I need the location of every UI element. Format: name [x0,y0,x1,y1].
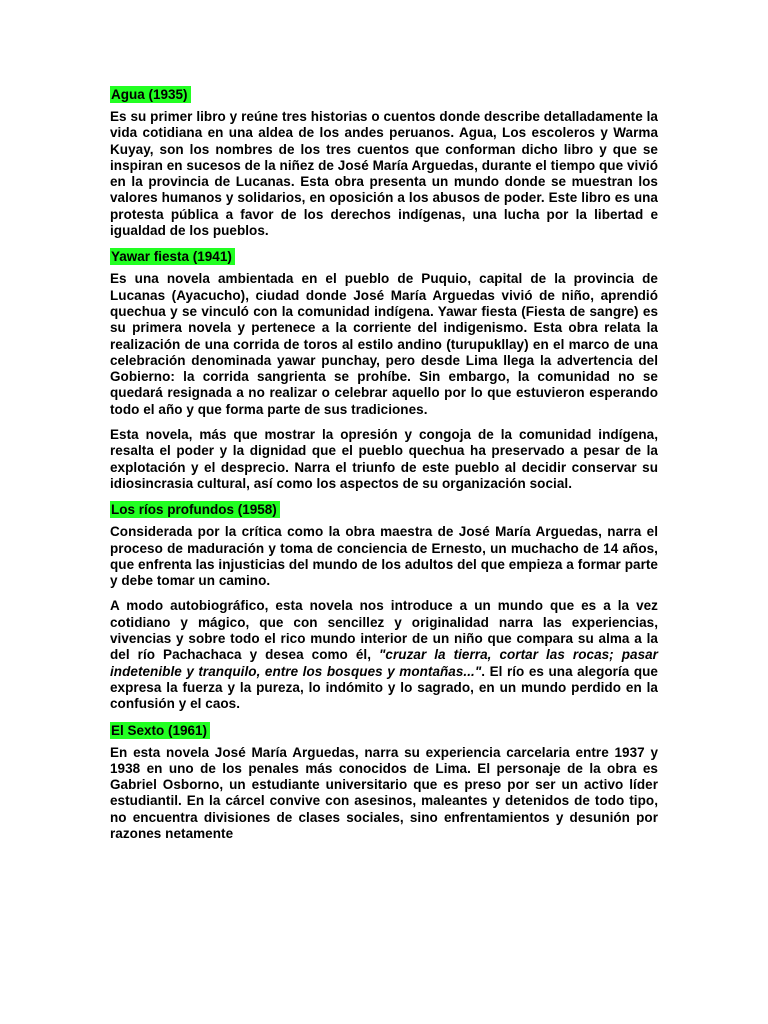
section-heading: El Sexto (1961) [110,722,210,739]
section-agua [110,86,658,239]
document-page [110,86,658,851]
paragraph: Esta novela, más que mostrar la opresión y congoja de la comunidad indígena, resalta el poder y la dignidad que el pueblo quechua ha preservado a pesar de la explotación y el desprecio. Narra el triunfo de este pueblo al decidir conservar su idiosincrasia cultural, así como los aspectos de su organización social. [110,427,658,491]
paragraph-text: . El río es una alegoría que expresa la fuerza y la pureza, lo indómito y lo sagrado, en un mundo perdido en la confusión y el caos. [110,663,658,712]
section-el-sexto [110,722,658,843]
section-heading: Los ríos profundos (1958) [110,501,280,518]
paragraph: En esta novela José María Arguedas, narra su experiencia carcelaria entre 1937 y 1938 en uno de los penales más conocidos de Lima. El personaje de la obra es Gabriel Osborno, un estudiante universitario que es preso por ser un activo líder estudiantil. En la cárcel convive con asesinos, maleantes y detenidos de todo tipo, no encuentra divisiones de clases sociales, sino enfrentamientos y desunión por razones netamente [110,744,658,841]
paragraph: Considerada por la crítica como la obra maestra de José María Arguedas, narra el proceso de maduración y toma de conciencia de Ernesto, un muchacho de 14 años, que enfrenta las injusticias del mundo de los adultos del que empieza a formar parte y debe tomar un camino. [110,524,658,589]
paragraph-quote [110,598,658,712]
quoted-text: "cruzar la tierra, cortar las rocas; pasar indetenible y tranquilo, entre los bosques y montañas..." [110,647,658,679]
paragraph: Es una novela ambientada en el pueblo de Puquio, capital de la provincia de Lucanas (Ayacucho), ciudad donde José María Arguedas vivió de niño, aprendió quechua y se vinculó con la comunidad indígena. Yawar fiesta (Fiesta de sangre) es su primera novela y pertenece a la corriente del indigenismo. Esta obra relata la realización de una corrida de toros al estilo andino (turupukllay) en el marco de una celebración denominada yawar punchay, pero desde Lima llega la advertencia del Gobierno: la corrida sangrienta se prohíbe. Sin embargo, la comunidad no se quedará resignada a no realizar o celebrar aquello por lo que estuvieron esperando todo el año y que forma parte de sus tradiciones. [110,271,658,417]
paragraph: Es su primer libro y reúne tres historias o cuentos donde describe detalladamente la vida cotidiana en una aldea de los andes peruanos. Agua, Los escoleros y Warma Kuyay, son los nombres de los tres cuentos que conforman dicho libro y que se inspiran en sucesos de la niñez de José María Arguedas, durante el tiempo que vivió en la provincia de Lucanas. Esta obra presenta un mundo donde se muestran los valores humanos y solidarios, en oposición a los abusos de poder. Este libro es una protesta pública a favor de los derechos indígenas, una lucha por la libertad e igualdad de los pueblos. [110,109,658,239]
section-heading: Agua (1935) [110,86,191,103]
section-heading: Yawar fiesta (1941) [110,248,235,265]
paragraph-text: A modo autobiográfico, esta novela nos introduce a un mundo que es a la vez cotidiano y mágico, que con sencillez y originalidad narra las experiencias, vivencias y sobre todo el rico mundo interior de un niño que compara su alma a la del río Pachachaca y desea como él, [110,598,658,663]
section-los-rios-profundos [110,501,658,712]
section-yawar-fiesta [110,248,658,492]
